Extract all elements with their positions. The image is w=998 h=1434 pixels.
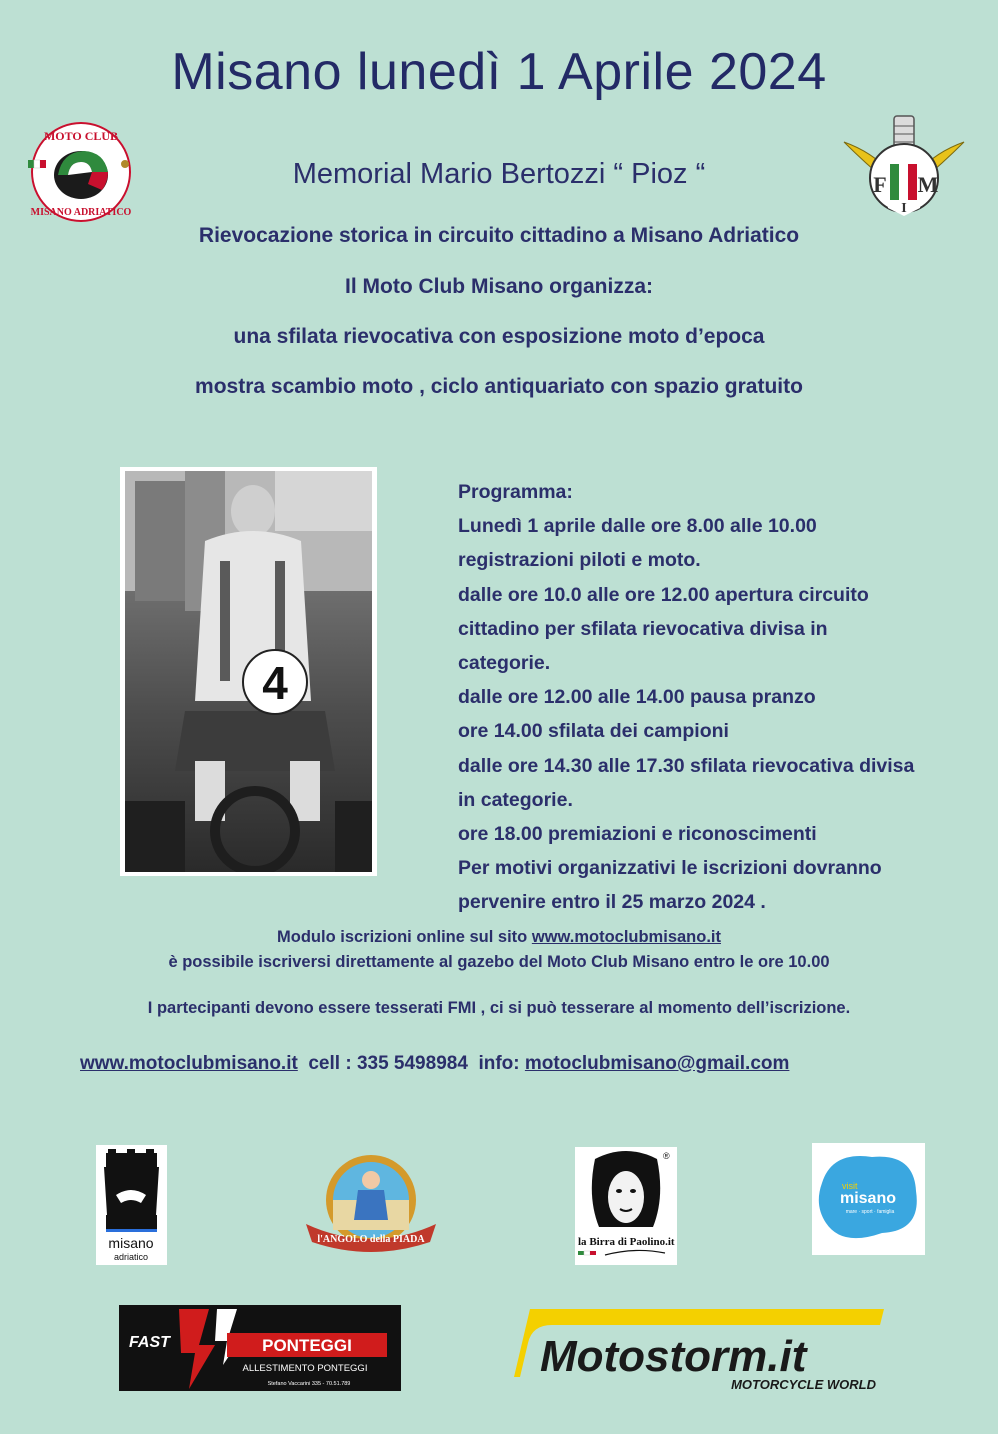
visit-small-text: visit <box>842 1181 858 1191</box>
misano-comune-sub: adriatico <box>113 1252 149 1262</box>
intro-line: Rievocazione storica in circuito cittadino a Misano Adriatico <box>198 224 800 247</box>
cell-info: cell : 335 5498984 info: <box>297 1053 525 1074</box>
intro-line: mostra scambio moto , ciclo antiquariato con spazio gratuito <box>195 375 803 398</box>
program-line: Programma: <box>458 481 573 503</box>
program-line: dalle ore 12.00 alle 14.00 pausa pranzo <box>458 686 816 709</box>
program-line: registrazioni piloti e moto. <box>458 549 701 572</box>
motoclub-logo-top-text: MOTO CLUB <box>43 129 119 143</box>
birra-text <box>578 1236 675 1248</box>
motostorm-logo <box>512 1305 892 1397</box>
fmi-letter-i: I <box>901 201 907 216</box>
rider-photo-frame <box>120 467 377 876</box>
ponteggi-sub-text: ALLESTIMENTO PONTEGGI <box>242 1363 368 1374</box>
website-link[interactable]: www.motoclubmisano.it <box>80 1053 298 1074</box>
program-line: ore 18.00 premiazioni e riconoscimenti <box>458 823 817 846</box>
fmi-letter-f: F <box>873 172 887 197</box>
motostorm-text: Motostorm.it <box>540 1332 807 1381</box>
fast-ponteggi-logo <box>119 1305 401 1391</box>
membership-line: I partecipanti devono essere tesserati FMI , ci si può tesserare al momento dell’iscrizione. <box>147 999 851 1017</box>
program-line: dalle ore 10.0 alle ore 12.00 apertura circuito <box>458 583 869 606</box>
misano-comune-logo <box>96 1145 167 1265</box>
fmi-letter-m: M <box>917 172 939 197</box>
email-link[interactable]: motoclubmisano@gmail.com <box>524 1053 790 1074</box>
program-line: Lunedì 1 aprile dalle ore 8.00 alle 10.00 <box>458 515 817 538</box>
intro-line: Il Moto Club Misano organizza: <box>345 275 653 298</box>
ponteggi-contact-text: Stefano Vaccarini 335 - 70.51.789 <box>267 1381 351 1387</box>
program-line: pervenire entro il 25 marzo 2024 . <box>458 891 766 914</box>
birra-mark: ® <box>663 1151 670 1161</box>
program-block <box>458 475 993 920</box>
birra-suffix: .it <box>665 1236 675 1248</box>
motoclub-logo-bottom-text: MISANO ADRIATICO <box>30 207 132 218</box>
visit-name-text: misano <box>839 1190 897 1207</box>
rider-photo <box>125 471 372 872</box>
program-line: ore 14.00 sfilata dei campioni <box>458 720 729 743</box>
program-line: cittadino per sfilata rievocativa divisa in <box>458 617 828 640</box>
program-line: dalle ore 14.30 alle 17.30 sfilata rievocativa divisa <box>458 754 915 777</box>
gazebo-line: è possibile iscriversi direttamente al gazebo del Moto Club Misano entro le ore 10.00 <box>168 953 830 971</box>
page-title: Misano lunedì 1 Aprile 2024 <box>171 43 827 101</box>
birra-name: Birra di Paolino <box>589 1236 666 1248</box>
visit-tagline-text: mare · sport · famiglia <box>845 1209 895 1215</box>
angolo-piada-text: l'ANGOLO della PIADA <box>317 1234 425 1245</box>
program-line: Per motivi organizzativi le iscrizioni dovranno <box>458 857 882 880</box>
birra-paolino-logo <box>575 1147 677 1265</box>
ponteggi-text: PONTEGGI <box>262 1336 352 1355</box>
program-line: categorie. <box>458 652 551 675</box>
module-link[interactable]: www.motoclubmisano.it <box>531 928 721 946</box>
motostorm-sub-text: MOTORCYCLE WORLD <box>731 1377 876 1392</box>
intro-line: una sfilata rievocativa con esposizione moto d’epoca <box>233 325 765 348</box>
visit-misano-logo <box>812 1143 925 1255</box>
fast-text: FAST <box>129 1334 170 1351</box>
memorial-subtitle: Memorial Mario Bertozzi “ Pioz “ <box>292 158 706 190</box>
program-line: in categorie. <box>458 788 573 811</box>
misano-comune-name: misano <box>108 1235 154 1251</box>
angolo-piada-logo <box>302 1150 440 1260</box>
birra-prefix: la <box>578 1236 590 1248</box>
bib-number: 4 <box>262 657 288 709</box>
module-line <box>0 928 998 947</box>
contacts-line <box>80 1053 789 1075</box>
module-prefix: Modulo iscrizioni online sul sito <box>277 928 532 946</box>
